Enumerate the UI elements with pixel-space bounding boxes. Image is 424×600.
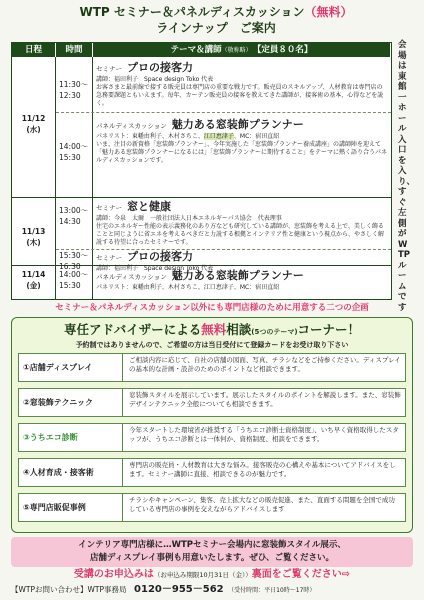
lecturer-part: 、MC：宿田直紹: [233, 133, 280, 140]
lecturer: [96, 133, 388, 141]
session-item: [96, 269, 388, 292]
session-item: [96, 200, 388, 247]
col-header-theme: [93, 43, 390, 57]
session-title: [96, 118, 388, 133]
title-text: WTP セミナー＆パネルディスカッション: [79, 5, 305, 19]
date-cell: [12, 113, 55, 135]
session-description: 住宅のエネルギー性能の表示義務化のあり方なども研究している講師が、窓装飾を考える上で、美しく飾ることと同じように省エネを考えるべきだと力説する根拠とインテリア性と健康という視点から、やさしく解説する待望に合ったセミナーです。: [96, 223, 385, 246]
lecturer: 講師：福田利子 Space design Toko 代表: [96, 76, 214, 83]
advisor-title-free: 無料: [201, 322, 227, 337]
session-type: パネルディスカッション: [96, 273, 167, 281]
advisor-title-text: コーナー！: [297, 322, 361, 337]
consultation-label: ①店舗ディスプレイ: [19, 354, 123, 381]
consultation-text: 今年スタートした環境省が推奨する「うちエコ診断士資格制度」、いち早く資格取得したスタッフが、うちエコ診断とは一体何か、資格制度、相談をできます。: [129, 426, 399, 443]
session-title: [96, 269, 388, 284]
advisor-title-text: 相談: [226, 322, 252, 337]
advisor-section: [11, 317, 413, 533]
date: 11/13: [21, 227, 46, 236]
date: 11/12: [21, 114, 46, 123]
divider: [12, 197, 391, 198]
time-end: 15:30: [59, 281, 81, 290]
lecturer-highlight: 江口恵津子: [203, 133, 234, 140]
consultation-label: ④人材育成・接客術: [19, 459, 123, 486]
session-title: [96, 250, 388, 265]
session-title-text: 魅力ある窓装飾プランナー: [171, 118, 304, 131]
interior-line-2: 店舗ディスプレイ事例も用意いたします。ぜひ、ご覧ください。: [89, 553, 335, 563]
schedule-table: [11, 42, 392, 300]
time-cell: [56, 269, 92, 291]
time-start: 14:00～: [59, 270, 89, 279]
session-description: いま、注目の新資格「窓装飾プランナー」、今年実施した「窓装飾プランナー養成講座」の講師陣を迎えて「魅力ある窓装飾プランナーになるには」「窓装飾プランナーに期待すること」をテーマに熱く語り合うパネルディスカッションです。: [96, 141, 388, 164]
free-label: （無料）: [304, 5, 353, 19]
apply-text: 受講のお申込みは: [73, 569, 154, 580]
col-header-capacity: 【定員８０名】: [257, 45, 313, 55]
consultation-text: 窓装飾スタイルを展示しています。展示したスタイルのポイントを解説します。また、窓装飾デザインテクニック全般についても相談できます。: [129, 391, 401, 408]
col-header-date: 日程: [12, 43, 55, 57]
session-type: パネルディスカッション: [96, 122, 167, 130]
col-header-theme-text: テーマ＆講師: [170, 45, 222, 55]
weekday: (木): [26, 238, 41, 247]
section-banner: セミナー＆パネルディスカッション以外にも専門店様のために用意する二つの企画: [55, 303, 369, 313]
session-description: お客さまと最前線で接する販売員は専門店の重要な戦力です。販売員のスキルアップ、人材教育は専門店の急務要課題ともいえます。毎年、カーテン販売員の接客を教えてきた講師が、接客術の基本、心得などを説く。: [96, 84, 384, 107]
session-title: [96, 200, 388, 215]
consultation-label: ③うちエコ診断: [19, 424, 123, 451]
interior-notice: [11, 537, 413, 567]
session-item: [96, 61, 388, 108]
lecturer: 講師：福田利子 Space design Toko 代表: [96, 265, 214, 272]
consultation-text: ご相談内容に応じて、自社の店舗の図面、写真、チラシなどをご持参ください。ディスプレイの基本的な計画・設計のためのポイントなど相談できます。: [129, 356, 401, 373]
time-start: 14:00～: [59, 142, 89, 151]
contact-phone: 0120－955－562: [134, 584, 224, 595]
apply-deadline: （お申込み期限10月31日（金））: [153, 571, 252, 579]
time-end: 16:30: [59, 262, 81, 271]
consultation-item: [18, 458, 406, 487]
time-end: 15:30: [59, 153, 81, 162]
advisor-title-note: (5つのテーマ): [251, 328, 298, 336]
advisor-title: [12, 322, 412, 340]
divider: [92, 57, 93, 299]
date: 11/14: [21, 270, 46, 279]
divider: [56, 112, 391, 113]
page-title: [60, 4, 372, 36]
time-end: 14:30: [59, 217, 81, 226]
venue-note: 会場は東館一ホール入口を入り、すぐ左側がWTPルームです: [398, 40, 416, 313]
date-cell: [12, 226, 55, 248]
time-cell: [56, 141, 92, 163]
consultation-item: [18, 388, 406, 417]
consultation-item: [18, 353, 406, 382]
consultation-label: ⑤専門店販促事例: [19, 494, 123, 521]
lecturer: パネリスト：東幡由利子、木村さちこ、江口恵津子、MC：宿田直紹: [96, 284, 280, 291]
lecturer: 講師：今泉 太爾 一般社団法人日本エネルギーパス協会 代表理事: [96, 215, 282, 222]
lecturer-part: パネリスト：東幡由利子、木村さちこ、: [96, 133, 204, 140]
session-title-text: 魅力ある窓装飾プランナー: [171, 269, 304, 282]
consultation-text: 専門店の販売員・人材教育は大きな悩み。接客販売の心構えや基本についてアドバイスをします。セミナー講師に直接、相談できるのが魅力です。: [129, 461, 396, 478]
session-title-text: プロの接客力: [127, 61, 193, 74]
contact-line: [11, 584, 413, 597]
session-type: セミナー: [96, 254, 122, 262]
session-item: [96, 118, 388, 165]
consultation-item: [18, 423, 406, 452]
session-title: [96, 61, 388, 76]
consultation-label: ②窓装飾テクニック: [19, 389, 123, 416]
consultation-text: チラシやキャンペーン、集客、売上拡大などの販売促進、また、直面する問題を全国で成功している専門店の事例を交えながらアドバイスします: [129, 496, 395, 513]
apply-notice: [0, 568, 424, 582]
consultation-item: [18, 493, 406, 522]
title-line-2: ラインナップ ご案内: [156, 21, 276, 35]
date-cell: [12, 269, 55, 291]
time-start: 11:30～: [59, 80, 89, 89]
time-cell: [56, 79, 92, 101]
interior-line-1: インテリア専門店様に…WTPセミナー会場内に窓装飾スタイル展示、: [78, 540, 346, 550]
time-end: 12:30: [59, 91, 81, 100]
apply-text: 裏面をご覧ください⇨: [251, 569, 351, 580]
col-header-theme-note: （敬称略）: [221, 47, 249, 54]
col-header-time: 時間: [56, 43, 92, 57]
session-title-text: プロの接客力: [127, 250, 193, 263]
weekday: (水): [26, 125, 41, 134]
contact-label: 【WTPお問い合わせ】WTP事務局: [11, 585, 127, 594]
time-start: 13:00～: [59, 206, 89, 215]
time-cell: [56, 205, 92, 227]
time-start: 15:30～: [59, 251, 89, 260]
title-line-1: [60, 4, 372, 20]
weekday: (金): [26, 281, 41, 290]
session-title-text: 窓と健康: [127, 200, 171, 213]
session-type: セミナー: [96, 204, 122, 212]
session-type: セミナー: [96, 65, 122, 73]
advisor-title-text: 専任アドバイザーによる: [63, 322, 202, 337]
advisor-subtitle: 予約制ではありませんので、ご希望の方は当日受付にて登録カードをお受け取り下さい: [75, 341, 349, 349]
contact-hours: （受付時間：平日10時～17時）: [231, 587, 316, 594]
